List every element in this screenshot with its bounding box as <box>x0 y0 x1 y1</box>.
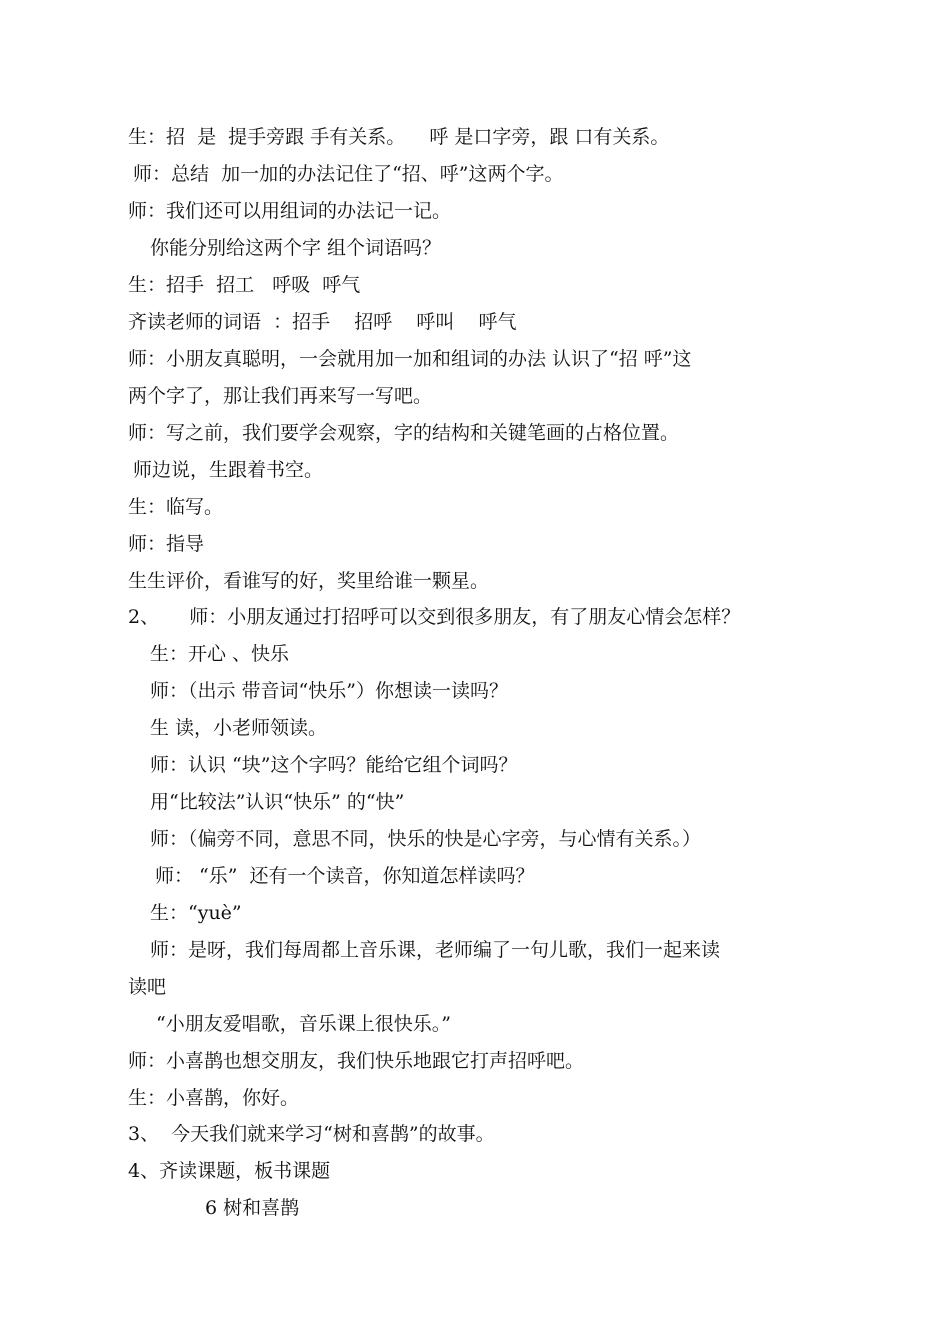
text-line-14: 2、 师：小朋友通过打招呼可以交到很多朋友，有了朋友心情会怎样？ <box>128 606 741 628</box>
text-line-15: 生：开心 、快乐 <box>150 643 290 665</box>
text-line-17: 生 读，小老师领读。 <box>150 717 328 739</box>
text-line-5: 生：招手 招工 呼吸 呼气 <box>128 274 361 296</box>
text-line-19: 用“比较法”认识“快乐” 的“快” <box>150 791 405 813</box>
text-line-18: 师：认识 “块”这个字吗？能给它组个词吗？ <box>150 754 518 776</box>
text-line-21: 师： “乐” 还有一个读音，你知道怎样读吗？ <box>155 865 535 887</box>
text-line-9: 师：写之前，我们要学会观察，字的结构和关键笔画的占格位置。 <box>128 422 680 444</box>
text-line-11: 生：临写。 <box>128 496 224 518</box>
text-line-27: 生：小喜鹊，你好。 <box>128 1087 300 1109</box>
text-line-3: 师：我们还可以用组词的办法记一记。 <box>128 200 452 222</box>
text-line-26: 师：小喜鹊也想交朋友，我们快乐地跟它打声招呼吧。 <box>128 1050 585 1072</box>
text-line-10: 师边说，生跟着书空。 <box>133 459 324 481</box>
text-line-16: 师：（出示 带音词“快乐”）你想读一读吗？ <box>150 680 508 702</box>
text-line-7: 师：小朋友真聪明，一会就用加一加和组词的办法 认识了“招 呼”这 <box>128 348 692 370</box>
text-line-2: 师：总结 加一加的办法记住了“招、呼”这两个字。 <box>133 163 564 185</box>
text-line-28: 3、 今天我们就来学习“树和喜鹊”的故事。 <box>128 1123 495 1145</box>
text-line-23: 师：是呀，我们每周都上音乐课，老师编了一句儿歌，我们一起来读 <box>150 939 721 961</box>
text-line-13: 生生评价，看谁写的好，奖里给谁一颗星。 <box>128 570 490 592</box>
text-line-1: 生：招 是 提手旁跟 手有关系。 呼 是口字旁，跟 口有关系。 <box>128 126 670 148</box>
text-line-12: 师：指导 <box>128 533 205 555</box>
text-line-6: 齐读老师的词语 ：招手 招呼 呼叫 呼气 <box>128 311 517 333</box>
text-line-24: 读吧 <box>128 976 167 998</box>
text-line-25: “小朋友爱唱歌，音乐课上很快乐。” <box>156 1013 451 1035</box>
text-line-30: 6 树和喜鹊 <box>205 1197 300 1219</box>
text-line-20: 师：（偏旁不同，意思不同，快乐的快是心字旁，与心情有关系。） <box>150 828 702 850</box>
text-line-22: 生：“yuè” <box>150 902 242 924</box>
text-line-29: 4、齐读课题，板书课题 <box>128 1160 331 1182</box>
text-line-4: 你能分别给这两个字 组个词语吗？ <box>150 237 442 259</box>
text-line-8: 两个字了，那让我们再来写一写吧。 <box>128 385 433 407</box>
